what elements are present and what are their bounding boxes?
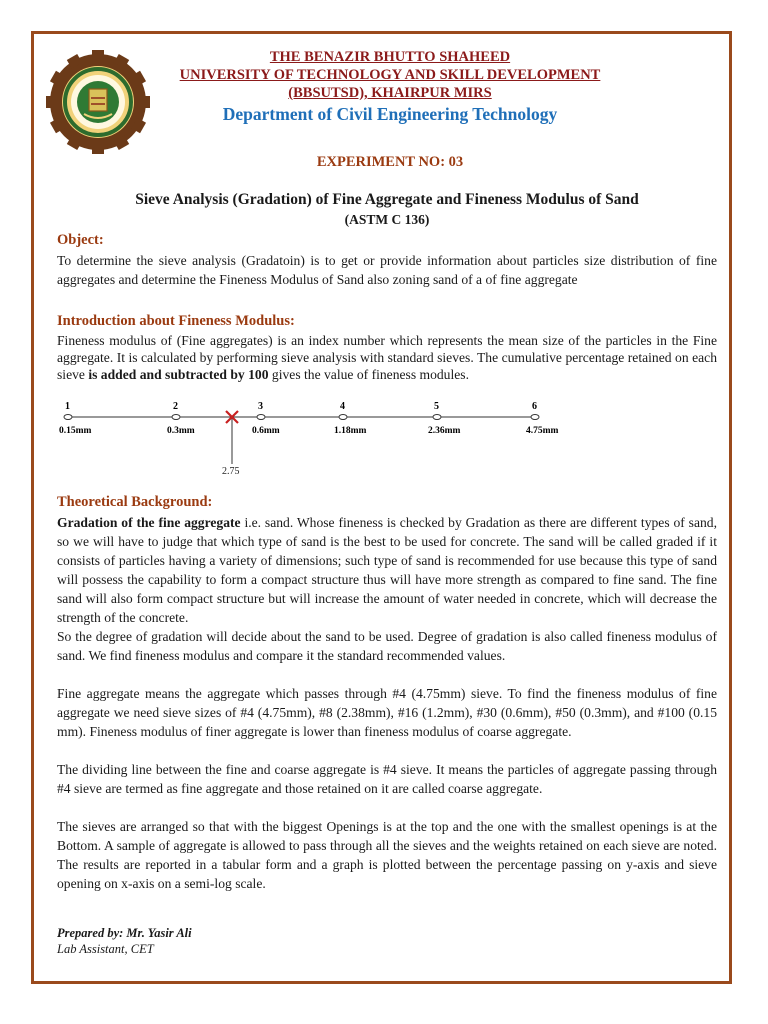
astm-standard: (ASTM C 136): [344, 212, 430, 227]
scale-mark-label: 4.75mm: [526, 426, 559, 436]
scale-mark-label: 2.36mm: [428, 426, 461, 436]
scale-tick: [172, 415, 180, 420]
scale-mark-label: 0.6mm: [252, 426, 280, 436]
scale-mark-label: 0.3mm: [167, 426, 195, 436]
scale-mark-number: 6: [532, 401, 537, 412]
header-line-2: UNIVERSITY OF TECHNOLOGY AND SKILL DEVELOPMENT: [179, 67, 601, 83]
scale-tick: [531, 415, 539, 420]
scale-mark-number: 5: [434, 401, 439, 412]
prepared-by-block: [57, 925, 192, 957]
experiment-number: EXPERIMENT NO: 03: [316, 154, 464, 170]
university-logo: [46, 50, 150, 154]
theory-heading: Theoretical Background:: [57, 494, 213, 510]
theory-p2: So the degree of gradation will decide about the sand to be used. Degree of gradation is also called fineness modulus of sand. We find fineness modulus and compare it the standard recommended values.: [57, 629, 717, 663]
object-text: To determine the sieve analysis (Gradatoin) is to get or provide information about particles size distribution of fine aggregates and determine the Fineness Modulus of Sand also zoning sand of a of fine aggregate: [57, 253, 717, 287]
scale-mark-number: 4: [340, 401, 345, 412]
intro-text-part: Fineness modulus of (Fine aggregates) is an index number which represents the mean size of the particles in the Fine aggregate. It is calculated by performing sieve analysis with standard sieves. The cumulative percentage retained on each sieve: [57, 333, 717, 382]
theory-p1: [57, 513, 717, 627]
intro-text-end: gives the value of fineness modules.: [268, 367, 469, 382]
scale-tick: [257, 415, 265, 420]
header-line-1: THE BENAZIR BHUTTO SHAHEED: [269, 49, 511, 65]
theory-p1-bold: Gradation of the fine aggregate: [57, 515, 241, 530]
scale-mark-number: 2: [173, 401, 178, 412]
object-heading: Object:: [57, 232, 104, 248]
department-title: Department of Civil Engineering Technology: [222, 104, 558, 124]
scale-tick: [64, 415, 72, 420]
theory-paragraphs: [57, 513, 717, 893]
scale-mark-label: 1.18mm: [334, 426, 367, 436]
intro-text: [57, 332, 717, 383]
scale-mark-number: 1: [65, 401, 70, 412]
scale-mark-label: 0.15mm: [59, 426, 92, 436]
marker-value: 2.75: [222, 466, 240, 477]
prepared-by-role: Lab Assistant, CET: [57, 942, 154, 956]
theory-p4: The dividing line between the fine and coarse aggregate is #4 sieve. It means the particles of aggregate passing through #4 sieve are termed as fine aggregate and those retained on it are called coarse aggregate.: [57, 762, 717, 796]
theory-p1-text: i.e. sand. Whose fineness is checked by Gradation as there are different types of sand, so we will have to judge that which type of sand is the best to be used for concrete. The sand will be called graded if it consists of particles having a variety of dimensions; such type of sand is recommended for use because this type of sand will possess the capability to form a compact structure thus will have more strength as compared to fine sand. The fine sand will also form compact structure but will increase the amount of water needed in concrete, which will decrease the strength of the concrete.: [57, 515, 717, 625]
theory-p3: Fine aggregate means the aggregate which passes through #4 (4.75mm) sieve. To find the fineness modulus of fine aggregate we need sieve sizes of #4 (4.75mm), #8 (2.38mm), #16 (1.2mm), #30 (0.6mm), #50 (0.3mm), and #100 (0.15 mm). Fineness modulus of finer aggregate is lower than fineness modulus of coarse aggregate.: [57, 686, 717, 739]
scale-tick: [433, 415, 441, 420]
intro-heading: Introduction about Fineness Modulus:: [57, 313, 295, 329]
fineness-modulus-scale: [55, 396, 575, 481]
prepared-by: Prepared by: Mr. Yasir Ali: [57, 926, 192, 940]
scale-tick: [339, 415, 347, 420]
header-line-3: (BBSUTSD), KHAIRPUR MIRS: [288, 85, 492, 101]
theory-p5: The sieves are arranged so that with the biggest Openings is at the top and the one with the smallest openings is at the Bottom. A sample of aggregate is allowed to pass through all the sieves and the weights retained on each sieve are noted. The results are reported in a tabular form and a graph is plotted between the percentage passing on y-axis and sieve opening on x-axis on a semi-log scale.: [57, 819, 717, 891]
intro-text-bold: is added and subtracted by 100: [88, 367, 269, 382]
scale-mark-number: 3: [258, 401, 263, 412]
document-title: Sieve Analysis (Gradation) of Fine Aggregate and Fineness Modulus of Sand: [135, 191, 639, 208]
